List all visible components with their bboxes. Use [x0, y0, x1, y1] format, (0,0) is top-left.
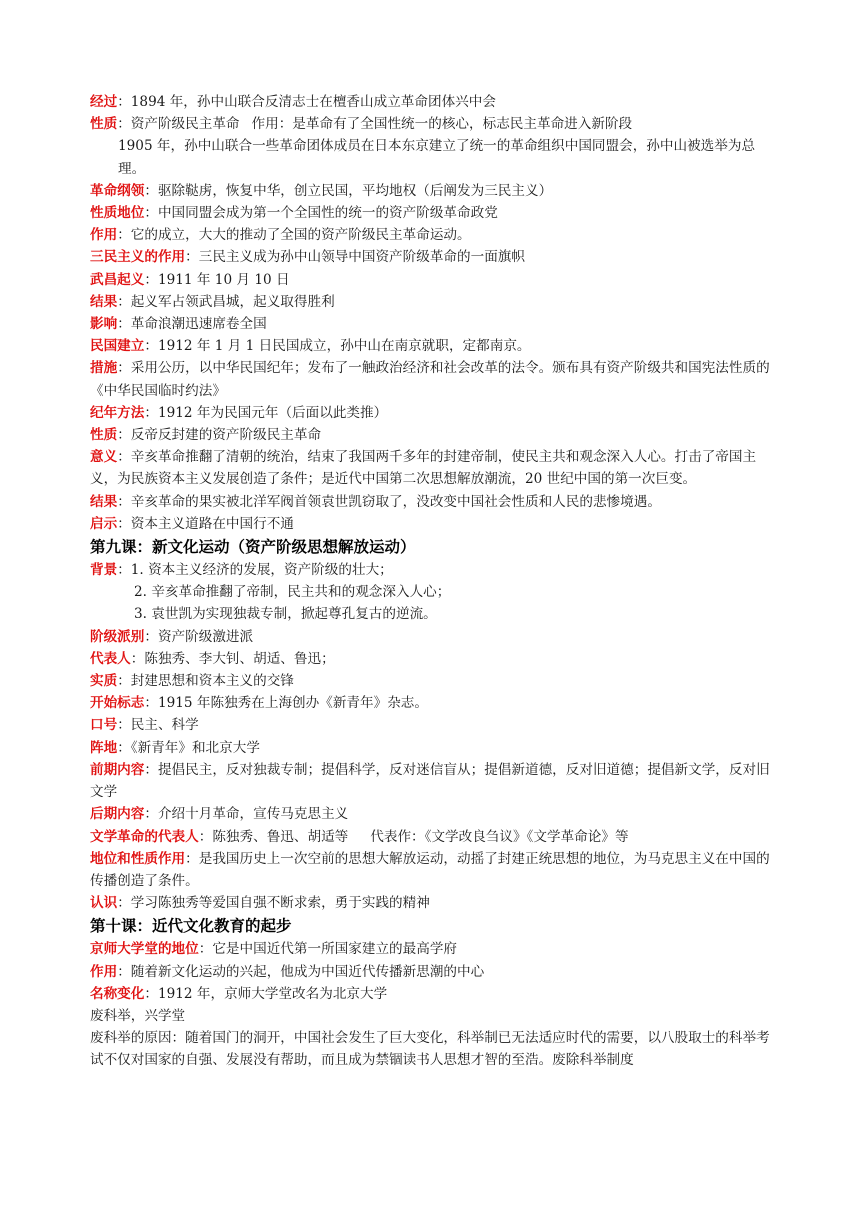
label: 地位和性质作用: [90, 850, 186, 867]
label: 作用: [90, 963, 118, 980]
label: 开始标志: [90, 695, 145, 712]
line-zuoyong: [90, 224, 780, 246]
line-yuanyin: [90, 1027, 780, 1071]
line-jingshi: [90, 938, 780, 960]
line-wenxue: [90, 826, 780, 848]
text: ：驱除鞑虏，恢复中华，创立民国，平均地权（后阐发为三民主义）: [144, 182, 553, 199]
text: ：陈独秀、鲁迅、胡适等: [198, 828, 349, 845]
text: ：它是中国近代第一所国家建立的最高学府: [198, 941, 458, 958]
text: ：起义军占领武昌城，起义取得胜利: [117, 293, 335, 310]
line-shizhi: [90, 670, 780, 692]
line-qishi: [90, 513, 780, 535]
text: 3. 袁世凯为实现独裁专制，掀起尊孔复古的逆流。: [134, 606, 437, 623]
line-yiyi: [90, 446, 780, 490]
text: ：1894 年，孙中山联合反清志士在檀香山成立革命团体兴中会: [117, 94, 496, 110]
document-page: [90, 91, 780, 1072]
text: ：中国同盟会成为第一个全国性的统一的资产阶级革命政党: [144, 205, 498, 222]
label: 性质地位: [90, 205, 145, 222]
label: 京师大学堂的地位: [90, 941, 199, 958]
line-jieguo-2: [90, 491, 780, 513]
label: 性质: [90, 427, 118, 444]
text: ：民主、科学: [117, 717, 199, 734]
text: ：1911 年 10 月 10 日: [144, 271, 290, 288]
label: 实质: [90, 673, 118, 690]
heading-lesson-10: 第十课：近代文化教育的起步: [90, 917, 292, 936]
text: ：资产阶级激进派: [144, 628, 254, 645]
label: 前期内容: [90, 761, 145, 778]
text: ：辛亥革命的果实被北洋军阀首领袁世凯窃取了，没改变中国社会性质和人民的悲惨境遇。: [117, 493, 661, 510]
line-beijing: [90, 559, 780, 581]
label: 启示: [90, 515, 118, 532]
line-houqi: [90, 803, 780, 825]
line-qianqi: [90, 759, 780, 803]
text: ：资产阶级民主革命: [117, 116, 240, 133]
text: ：辛亥革命推翻了清朝的统治，结束了我国两千多年的封建帝制，使民主共和观念深入人心。打击了帝国主义，为民族资本主义发展创造了条件；是近代中国第二次思想解放潮流，20 世纪中国的第一次巨变。: [90, 449, 757, 488]
text: 废科举的原因：随着国门的洞开，中国社会发生了巨大变化，科举制已无法适应时代的需要，以八股取士的科举考试不仅对国家的自强、发展没有帮助，而且成为禁锢读书人思想才智的至浩。废除科举制度: [90, 1030, 770, 1069]
line-sanmin: [90, 246, 780, 268]
line-kouhao: [90, 714, 780, 736]
line-wuchang: [90, 269, 780, 291]
label: 经过: [90, 94, 118, 110]
text: ：陈独秀、李大钊、胡适、鲁迅；: [130, 650, 335, 667]
text: ：介绍十月革命，宣传马克思主义: [144, 806, 349, 823]
label: 纪年方法: [90, 404, 145, 421]
label: 民国建立: [90, 338, 145, 355]
label: 意义: [90, 449, 118, 466]
line-cuoshi: [90, 357, 780, 401]
label: 名称变化: [90, 985, 145, 1002]
line-xingzhi-2: [90, 424, 780, 446]
text: ：封建思想和资本主义的交锋: [117, 673, 294, 690]
label: 阵地: [90, 739, 118, 756]
text: 2. 辛亥革命推翻了帝制，民主共和的观念深入人心；: [134, 584, 451, 601]
label: 口号: [90, 717, 118, 734]
text: ：1. 资本主义经济的发展，资产阶级的壮大；: [117, 562, 393, 579]
line-mingcheng: [90, 983, 780, 1005]
line-beijing-2: [90, 581, 780, 603]
label: 代表人: [90, 650, 131, 667]
text-extra: 代表作：《文学改良刍议》《文学革命论》等: [370, 828, 629, 845]
line-feikeju: [90, 1005, 780, 1027]
text: 废科举，兴学堂: [90, 1007, 186, 1024]
text: ：资本主义道路在中国行不通: [117, 515, 294, 532]
text: ：随着新文化运动的兴起，他成为中国近代传播新思潮的中心: [117, 963, 485, 980]
line-diwei: [90, 848, 780, 892]
label: 结果: [90, 293, 118, 310]
label: 背景: [90, 562, 118, 579]
line-kaishi: [90, 692, 780, 714]
label: 性质: [90, 116, 118, 133]
text: ：《新青年》和北京大学: [117, 739, 260, 756]
text: ：1912 年，京师大学堂改名为北京大学: [144, 985, 388, 1002]
label: 阶级派别: [90, 628, 145, 645]
line-yingxiang: [90, 313, 780, 335]
label: 措施: [90, 360, 118, 377]
line-beijing-3: [90, 603, 780, 625]
label: 影响: [90, 316, 118, 333]
text: ：1912 年为民国元年（后面以此类推）: [144, 404, 388, 421]
text: ：1915 年陈独秀在上海创办《新青年》杂志。: [144, 695, 428, 712]
text: ：革命浪潮迅速席卷全国: [117, 316, 267, 333]
text: ：提倡民主，反对独裁专制；提倡科学，反对迷信盲从；提倡新道德，反对旧道德；提倡新文学，反对旧文学: [90, 761, 770, 801]
line-xingzhi-diwei: [90, 202, 780, 224]
text-extra: 作用：是革命有了全国性统一的核心，标志民主革命进入新阶段: [251, 116, 633, 133]
label: 文学革命的代表人: [90, 828, 199, 845]
label: 结果: [90, 493, 118, 510]
line-gangling: [90, 180, 780, 202]
text: ：学习陈独秀等爱国自强不断求索，勇于实践的精神: [117, 895, 430, 912]
text: ：1912 年 1 月 1 日民国成立，孙中山在南京就职，定都南京。: [144, 338, 531, 355]
line-zuoyong-2: [90, 961, 780, 983]
label: 三民主义的作用: [90, 249, 186, 266]
text: ：反帝反封建的资产阶级民主革命: [117, 427, 322, 444]
text: ：是我国历史上一次空前的思想大解放运动，动摇了封建正统思想的地位，为马克思主义在中国的传播创造了条件。: [90, 850, 770, 889]
line-daibiao: [90, 648, 780, 670]
label: 武昌起义: [90, 271, 145, 288]
line-xingzhi: [90, 113, 780, 135]
heading-lesson-9: 第九课：新文化运动（资产阶级思想解放运动）: [90, 538, 416, 557]
line-minguo: [90, 335, 780, 357]
text: 1905 年，孙中山联合一些革命团体成员在日本东京建立了统一的革命组织中国同盟会，孙中山被选举为总理。: [118, 138, 756, 177]
line-jinian: [90, 402, 780, 424]
label: 革命纲领: [90, 182, 145, 199]
text: ：它的成立，大大的推动了全国的资产阶级民主革命运动。: [117, 227, 471, 244]
line-jieji: [90, 626, 780, 648]
line-jieguo: [90, 291, 780, 313]
line-zhendi: [90, 737, 780, 759]
line-jingguo: [90, 91, 780, 113]
text: ：三民主义成为孙中山领导中国资产阶级革命的一面旗帜: [185, 249, 525, 266]
label: 后期内容: [90, 806, 145, 823]
label: 认识: [90, 895, 118, 912]
label: 作用: [90, 227, 118, 244]
line-renshi: [90, 892, 780, 914]
line-tongmenghui: [90, 135, 780, 179]
text: ：采用公历，以中华民国纪年；发布了一触政治经济和社会改革的法令。颁布具有资产阶级共和国宪法性质的《中华民国临时约法》: [90, 360, 770, 399]
